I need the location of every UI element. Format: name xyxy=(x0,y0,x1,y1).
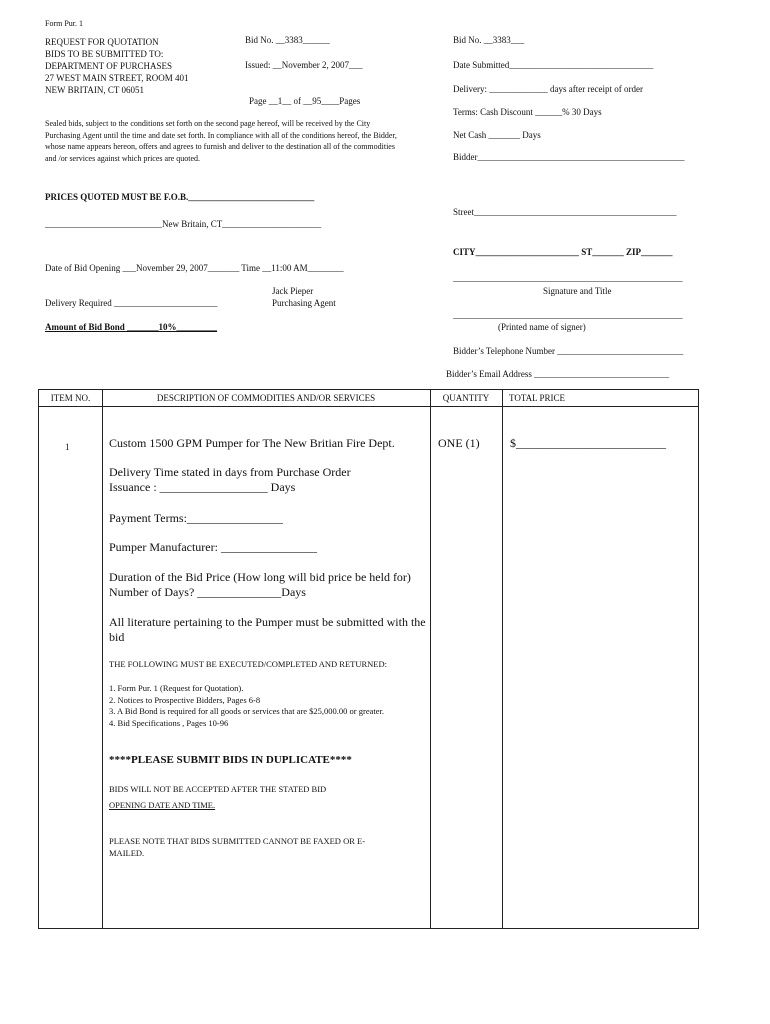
sealed-bids-text: Sealed bids, subject to the conditions set forth on the second page hereof, will be received by the City Purchasing Agent until the time and date set forth. In compliance with all of the conditions hereof, the Bidder, whose name appears hereon, offers and agrees to furnish and deliver to the destination all of the commodities and /or services against which prices are quoted. xyxy=(45,119,397,163)
agent-title: Purchasing Agent xyxy=(272,298,336,308)
signature-line[interactable]: ___________________________________________________ xyxy=(453,273,683,283)
header-address xyxy=(45,36,189,96)
street-field[interactable]: Street_____________________________________________ xyxy=(453,207,677,217)
total-price-field[interactable]: $_________________________ xyxy=(510,436,666,450)
printed-name-label: (Printed name of signer) xyxy=(498,322,586,332)
bid-number-field[interactable]: Bid No. __3383______ xyxy=(245,35,330,45)
column-divider xyxy=(502,390,503,928)
header-total-price: TOTAL PRICE xyxy=(509,393,566,403)
header-description: DESCRIPTION OF COMMODITIES AND/OR SERVICES xyxy=(156,393,376,403)
delivery-time-field[interactable]: Delivery Time stated in days from Purchase Order Issuance : __________________ Days xyxy=(109,465,351,494)
list-item: 2. Notices to Prospective Bidders, Pages 6-8 xyxy=(109,694,261,705)
telephone-field[interactable]: Bidder’s Telephone Number ____________________________ xyxy=(453,346,684,356)
bid-number-right: Bid No. __3383___ xyxy=(453,35,525,45)
form-id: Form Pur. 1 xyxy=(45,19,84,28)
pumper-manufacturer-field[interactable]: Pumper Manufacturer: ________________ xyxy=(109,540,317,554)
opening-date-time-notice: OPENING DATE AND TIME. xyxy=(109,800,216,810)
email-field[interactable]: Bidder’s Email Address ______________________________ xyxy=(446,369,670,379)
net-cash-field[interactable]: Net Cash _______ Days xyxy=(453,130,541,140)
header-line: DEPARTMENT OF PURCHASES xyxy=(45,61,172,71)
header-item-no: ITEM NO. xyxy=(50,393,91,403)
items-table xyxy=(38,389,699,929)
header-line: BIDS TO BE SUBMITTED TO: xyxy=(45,49,164,59)
city-state-zip-field[interactable]: CITY_______________________ ST_______ ZIP_______ xyxy=(453,247,673,257)
not-accepted-notice: BIDS WILL NOT BE ACCEPTED AFTER THE STATED BID xyxy=(109,784,327,794)
delivery-required-field[interactable]: Delivery Required _______________________ xyxy=(45,298,218,308)
page-info: Page __1__ of __95____Pages xyxy=(249,96,361,106)
fax-email-notice: PLEASE NOTE THAT BIDS SUBMITTED CANNOT BE FAXED OR E-MAILED. xyxy=(109,836,366,858)
header-line: NEW BRITAIN, CT 06051 xyxy=(45,85,144,95)
issued-date: Issued: __November 2, 2007___ xyxy=(245,60,363,70)
list-item: 4. Bid Specifications , Pages 10-96 xyxy=(109,717,229,728)
agent-name: Jack Pieper xyxy=(272,286,314,296)
bid-bond-amount: Amount of Bid Bond _______10%_________ xyxy=(45,322,218,332)
date-submitted-field[interactable]: Date Submitted________________________________ xyxy=(453,60,654,70)
delivery-days-field[interactable]: Delivery: _____________ days after receipt of order xyxy=(453,84,643,94)
must-execute-heading: THE FOLLOWING MUST BE EXECUTED/COMPLETED AND RETURNED: xyxy=(109,659,387,669)
column-divider xyxy=(102,390,103,928)
payment-terms-field[interactable]: Payment Terms:________________ xyxy=(109,511,283,525)
fob-field[interactable]: PRICES QUOTED MUST BE F.O.B.____________________________ xyxy=(45,192,315,202)
header-line: 27 WEST MAIN STREET, ROOM 401 xyxy=(45,73,189,83)
table-header-divider xyxy=(39,406,698,407)
item-number: 1 xyxy=(65,442,70,452)
printed-name-line[interactable]: ___________________________________________________ xyxy=(453,310,683,320)
list-item: 3. A Bid Bond is required for all goods or services that are $25,000.00 or greater. xyxy=(109,706,385,716)
must-execute-list xyxy=(109,683,419,729)
list-item: 1. Form Pur. 1 (Request for Quotation). xyxy=(109,683,244,693)
header-line: REQUEST FOR QUOTATION xyxy=(45,37,159,47)
signature-label: Signature and Title xyxy=(543,286,612,296)
item-quantity: ONE (1) xyxy=(438,436,480,450)
item-title: Custom 1500 GPM Pumper for The New Britian Fire Dept. xyxy=(109,436,395,450)
literature-note: All literature pertaining to the Pumper must be submitted with the bid xyxy=(109,615,426,644)
cash-discount-field[interactable]: Terms: Cash Discount ______% 30 Days xyxy=(453,107,602,117)
destination-field[interactable]: __________________________New Britain, CT______________________ xyxy=(45,219,322,229)
header-quantity: QUANTITY xyxy=(442,393,490,403)
bid-price-duration-field[interactable]: Duration of the Bid Price (How long will bid price be held for) Number of Days? ______________Days xyxy=(109,570,411,599)
bidder-field[interactable]: Bidder______________________________________________ xyxy=(453,152,685,162)
bid-opening-date: Date of Bid Opening ___November 29, 2007_______ Time __11:00 AM________ xyxy=(45,263,344,273)
duplicate-notice: ****PLEASE SUBMIT BIDS IN DUPLICATE**** xyxy=(109,754,352,766)
column-divider xyxy=(430,390,431,928)
